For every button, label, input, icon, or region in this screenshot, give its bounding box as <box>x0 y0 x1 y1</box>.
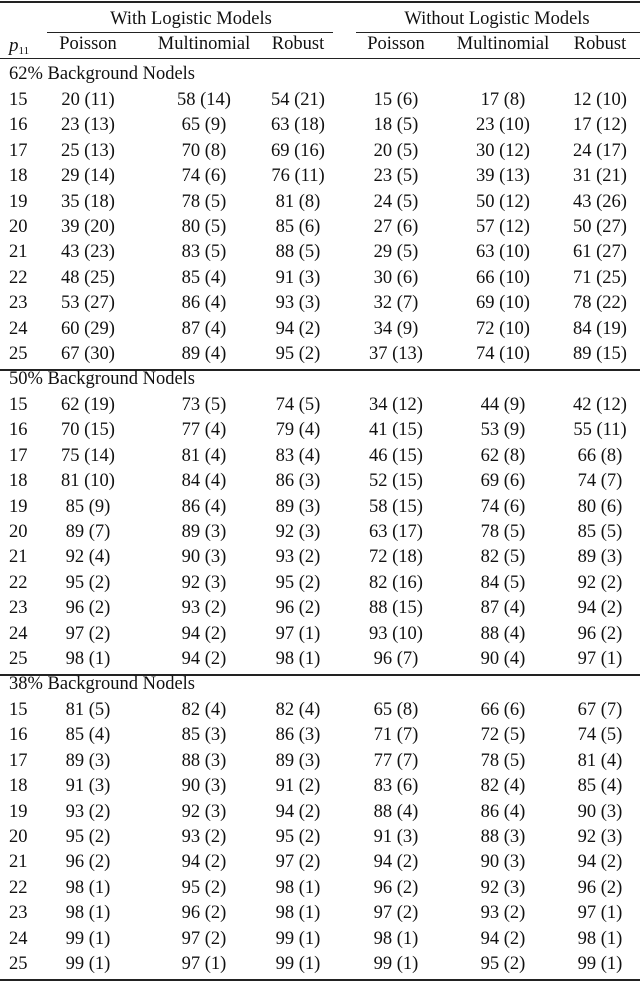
cell-multinomial-without: 82 (4) <box>480 776 526 797</box>
table-row <box>0 901 640 926</box>
cell-multinomial-with: 92 (3) <box>181 572 227 593</box>
cell-p11: 15 <box>9 700 28 720</box>
cell-poisson-with: 48 (25) <box>61 267 115 288</box>
cell-multinomial-without: 69 (10) <box>476 293 530 314</box>
cell-robust-with: 99 (1) <box>275 954 321 974</box>
cell-poisson-without: 27 (6) <box>373 217 419 237</box>
cell-poisson-without: 23 (5) <box>373 166 419 187</box>
cell-robust-without: 98 (1) <box>577 928 623 949</box>
cell-multinomial-with: 96 (2) <box>181 903 227 924</box>
cell-poisson-with: 93 (2) <box>65 801 111 822</box>
cell-multinomial-with: 93 (2) <box>181 598 227 619</box>
cell-poisson-with: 29 (14) <box>61 166 115 187</box>
cell-multinomial-with: 94 (2) <box>181 623 227 644</box>
cell-robust-with: 99 (1) <box>275 928 321 949</box>
cell-robust-without: 90 (3) <box>577 801 623 822</box>
cell-p11: 22 <box>9 877 28 898</box>
cell-multinomial-with: 94 (2) <box>181 649 227 669</box>
cell-p11: 21 <box>9 242 28 263</box>
cell-p11: 24 <box>9 623 28 644</box>
cell-multinomial-with: 78 (5) <box>181 191 227 212</box>
cell-multinomial-with: 65 (9) <box>181 115 227 136</box>
cell-p11: 24 <box>9 318 28 339</box>
cell-p11: 20 <box>9 522 28 542</box>
cell-poisson-with: 39 (20) <box>61 217 115 237</box>
cell-poisson-without: 58 (15) <box>369 496 423 517</box>
cell-poisson-without: 63 (17) <box>369 522 423 542</box>
cell-robust-without: 42 (12) <box>573 395 627 415</box>
cell-robust-without: 67 (7) <box>577 700 623 720</box>
cell-robust-with: 95 (2) <box>275 344 321 364</box>
table-row <box>0 876 640 901</box>
cell-robust-without: 89 (15) <box>573 344 627 364</box>
cell-multinomial-with: 90 (3) <box>181 776 227 797</box>
cell-poisson-with: 98 (1) <box>65 877 111 898</box>
top-rule <box>0 1 640 3</box>
cell-robust-without: 89 (3) <box>577 547 623 568</box>
cell-robust-without: 94 (2) <box>577 598 623 619</box>
table-row <box>0 317 640 342</box>
cell-p11: 23 <box>9 598 28 619</box>
cell-robust-without: 50 (27) <box>573 217 627 237</box>
cell-poisson-with: 89 (7) <box>65 522 111 542</box>
table-row <box>0 164 640 189</box>
cell-p11: 17 <box>9 445 28 466</box>
cell-robust-with: 91 (2) <box>275 776 321 797</box>
cell-multinomial-without: 69 (6) <box>480 471 526 492</box>
cell-multinomial-without: 39 (13) <box>476 166 530 187</box>
cell-multinomial-with: 93 (2) <box>181 827 227 847</box>
table-row <box>0 444 640 469</box>
group-header-with-logistic: With Logistic Models <box>110 9 272 29</box>
cell-robust-with: 98 (1) <box>275 877 321 898</box>
cell-robust-with: 85 (6) <box>275 217 321 237</box>
cell-multinomial-with: 86 (4) <box>181 293 227 314</box>
cell-robust-with: 74 (5) <box>275 395 321 415</box>
cell-p11: 19 <box>9 801 28 822</box>
table-row <box>0 571 640 596</box>
cell-p11: 18 <box>9 471 28 492</box>
cell-poisson-with: 98 (1) <box>65 903 111 924</box>
cell-poisson-without: 96 (7) <box>373 649 419 669</box>
cell-poisson-with: 85 (9) <box>65 496 111 517</box>
cell-poisson-with: 99 (1) <box>65 954 111 974</box>
cell-robust-with: 89 (3) <box>275 750 321 771</box>
cell-multinomial-without: 88 (3) <box>480 827 526 847</box>
cell-robust-without: 85 (5) <box>577 522 623 542</box>
cell-p11: 19 <box>9 191 28 212</box>
cell-robust-without: 92 (2) <box>577 572 623 593</box>
cell-multinomial-without: 57 (12) <box>476 217 530 237</box>
cell-robust-without: 43 (26) <box>573 191 627 212</box>
cell-robust-without: 74 (7) <box>577 471 623 492</box>
cell-robust-with: 96 (2) <box>275 598 321 619</box>
cell-robust-with: 95 (2) <box>275 827 321 847</box>
table-row <box>0 88 640 113</box>
table-row <box>0 291 640 316</box>
cell-p11: 21 <box>9 547 28 568</box>
cell-multinomial-without: 93 (2) <box>480 903 526 924</box>
table-row <box>0 850 640 875</box>
cell-multinomial-with: 89 (3) <box>181 522 227 542</box>
cell-robust-without: 78 (22) <box>573 293 627 314</box>
cell-multinomial-with: 90 (3) <box>181 547 227 568</box>
table-row <box>0 139 640 164</box>
cell-p11: 25 <box>9 649 28 669</box>
table-row <box>0 647 640 672</box>
cell-multinomial-with: 95 (2) <box>181 877 227 898</box>
cell-robust-with: 86 (3) <box>275 471 321 492</box>
cell-robust-with: 89 (3) <box>275 496 321 517</box>
cell-robust-without: 96 (2) <box>577 877 623 898</box>
cell-robust-without: 74 (5) <box>577 725 623 746</box>
cell-p11: 24 <box>9 928 28 949</box>
cell-multinomial-with: 73 (5) <box>181 395 227 415</box>
cell-robust-without: 97 (1) <box>577 903 623 924</box>
cell-robust-with: 82 (4) <box>275 700 321 720</box>
cell-multinomial-without: 84 (5) <box>480 572 526 593</box>
cell-poisson-without: 71 (7) <box>373 725 419 746</box>
cell-multinomial-without: 72 (10) <box>476 318 530 339</box>
cell-robust-with: 95 (2) <box>275 572 321 593</box>
cell-multinomial-with: 89 (4) <box>181 344 227 364</box>
cell-poisson-without: 18 (5) <box>373 115 419 136</box>
table-row <box>0 495 640 520</box>
cell-poisson-with: 60 (29) <box>61 318 115 339</box>
table-row <box>0 723 640 748</box>
cell-multinomial-without: 53 (9) <box>480 420 526 441</box>
cell-poisson-without: 34 (9) <box>373 318 419 339</box>
cell-poisson-without: 52 (15) <box>369 471 423 492</box>
cell-poisson-with: 67 (30) <box>61 344 115 364</box>
cell-multinomial-without: 66 (10) <box>476 267 530 288</box>
cell-poisson-with: 95 (2) <box>65 572 111 593</box>
cell-robust-without: 97 (1) <box>577 649 623 669</box>
cell-robust-without: 66 (8) <box>577 445 623 466</box>
cell-multinomial-without: 74 (6) <box>480 496 526 517</box>
cell-robust-without: 80 (6) <box>577 496 623 517</box>
cell-multinomial-with: 83 (5) <box>181 242 227 263</box>
cell-robust-with: 83 (4) <box>275 445 321 466</box>
cell-poisson-without: 29 (5) <box>373 242 419 263</box>
cell-poisson-without: 98 (1) <box>373 928 419 949</box>
table-row <box>0 215 640 240</box>
cell-robust-with: 98 (1) <box>275 903 321 924</box>
cell-robust-with: 88 (5) <box>275 242 321 263</box>
section-title: 38% Background Nodels <box>9 674 195 694</box>
table-row <box>0 266 640 291</box>
table-row <box>0 113 640 138</box>
cell-poisson-without: 65 (8) <box>373 700 419 720</box>
cell-multinomial-with: 80 (5) <box>181 217 227 237</box>
cell-multinomial-without: 63 (10) <box>476 242 530 263</box>
cell-multinomial-with: 85 (3) <box>181 725 227 746</box>
cell-robust-with: 54 (21) <box>271 90 325 110</box>
cell-poisson-with: 89 (3) <box>65 750 111 771</box>
cell-robust-with: 92 (3) <box>275 522 321 542</box>
table-row <box>0 190 640 215</box>
cell-robust-without: 85 (4) <box>577 776 623 797</box>
col-header-robust-without: Robust <box>573 34 627 54</box>
cell-poisson-without: 15 (6) <box>373 90 419 110</box>
section-title: 50% Background Nodels <box>9 369 195 389</box>
cell-p11: 18 <box>9 166 28 187</box>
table-row <box>0 927 640 952</box>
cell-multinomial-with: 70 (8) <box>181 140 227 161</box>
cell-p11: 15 <box>9 395 28 415</box>
cell-multinomial-without: 90 (3) <box>480 852 526 873</box>
cell-robust-without: 24 (17) <box>573 140 627 161</box>
cell-poisson-without: 34 (12) <box>369 395 423 415</box>
table-row <box>0 240 640 265</box>
cell-multinomial-with: 97 (1) <box>181 954 227 974</box>
cell-poisson-with: 43 (23) <box>61 242 115 263</box>
cell-poisson-without: 99 (1) <box>373 954 419 974</box>
cell-robust-without: 71 (25) <box>573 267 627 288</box>
cell-multinomial-without: 87 (4) <box>480 598 526 619</box>
cell-multinomial-with: 97 (2) <box>181 928 227 949</box>
col-header-multinomial-without: Multinomial <box>456 34 550 54</box>
cell-poisson-without: 82 (16) <box>369 572 423 593</box>
cell-robust-without: 81 (4) <box>577 750 623 771</box>
table-row <box>0 825 640 850</box>
row-label-subscript: 11 <box>18 45 30 57</box>
cell-p11: 19 <box>9 496 28 517</box>
cell-robust-with: 79 (4) <box>275 420 321 441</box>
cell-poisson-with: 53 (27) <box>61 293 115 314</box>
cell-poisson-with: 92 (4) <box>65 547 111 568</box>
cell-p11: 23 <box>9 903 28 924</box>
cell-robust-without: 84 (19) <box>573 318 627 339</box>
cell-poisson-with: 91 (3) <box>65 776 111 797</box>
cell-p11: 15 <box>9 90 28 110</box>
cell-multinomial-without: 23 (10) <box>476 115 530 136</box>
cell-multinomial-without: 82 (5) <box>480 547 526 568</box>
cell-robust-without: 96 (2) <box>577 623 623 644</box>
row-label-header <box>9 33 29 64</box>
cell-poisson-with: 20 (11) <box>61 90 115 110</box>
cell-poisson-without: 96 (2) <box>373 877 419 898</box>
cell-multinomial-without: 62 (8) <box>480 445 526 466</box>
cell-multinomial-with: 81 (4) <box>181 445 227 466</box>
cell-p11: 17 <box>9 140 28 161</box>
cell-poisson-with: 23 (13) <box>61 115 115 136</box>
cell-p11: 16 <box>9 725 28 746</box>
cell-multinomial-without: 90 (4) <box>480 649 526 669</box>
group-header-without-logistic: Without Logistic Models <box>404 9 590 29</box>
cell-multinomial-without: 78 (5) <box>480 522 526 542</box>
cell-multinomial-with: 88 (3) <box>181 750 227 771</box>
cell-p11: 21 <box>9 852 28 873</box>
section-title: 62% Background Nodels <box>9 64 195 84</box>
cell-multinomial-with: 74 (6) <box>181 166 227 187</box>
cell-multinomial-with: 92 (3) <box>181 801 227 822</box>
cell-poisson-with: 95 (2) <box>65 827 111 847</box>
cell-poisson-with: 98 (1) <box>65 649 111 669</box>
cell-robust-with: 97 (1) <box>275 623 321 644</box>
cell-multinomial-without: 86 (4) <box>480 801 526 822</box>
cell-multinomial-without: 50 (12) <box>476 191 530 212</box>
cell-poisson-without: 93 (10) <box>369 623 423 644</box>
cell-p11: 25 <box>9 344 28 364</box>
table-row <box>0 596 640 621</box>
cell-robust-without: 94 (2) <box>577 852 623 873</box>
cell-poisson-with: 75 (14) <box>61 445 115 466</box>
cell-poisson-with: 35 (18) <box>61 191 115 212</box>
cell-multinomial-without: 30 (12) <box>476 140 530 161</box>
cell-multinomial-without: 95 (2) <box>480 954 526 974</box>
cell-p11: 22 <box>9 267 28 288</box>
col-header-robust-with: Robust <box>271 34 325 54</box>
cell-poisson-without: 91 (3) <box>373 827 419 847</box>
cell-poisson-with: 96 (2) <box>65 852 111 873</box>
cell-multinomial-with: 87 (4) <box>181 318 227 339</box>
col-header-poisson-without: Poisson <box>367 34 425 54</box>
table-row <box>0 698 640 723</box>
cell-poisson-without: 32 (7) <box>373 293 419 314</box>
cell-robust-without: 55 (11) <box>573 420 627 441</box>
row-label-symbol: p <box>9 35 19 56</box>
cell-p11: 22 <box>9 572 28 593</box>
table-row <box>0 342 640 367</box>
cell-robust-with: 94 (2) <box>275 801 321 822</box>
cell-multinomial-without: 44 (9) <box>480 395 526 415</box>
cell-multinomial-with: 58 (14) <box>177 90 231 110</box>
col-header-multinomial-with: Multinomial <box>157 34 251 54</box>
cell-poisson-without: 88 (15) <box>369 598 423 619</box>
cell-poisson-with: 99 (1) <box>65 928 111 949</box>
cell-robust-with: 93 (2) <box>275 547 321 568</box>
cell-multinomial-with: 77 (4) <box>181 420 227 441</box>
cell-robust-with: 86 (3) <box>275 725 321 746</box>
cell-robust-without: 61 (27) <box>573 242 627 263</box>
cell-poisson-without: 24 (5) <box>373 191 419 212</box>
cell-poisson-without: 20 (5) <box>373 140 419 161</box>
col-header-poisson-with: Poisson <box>59 34 117 54</box>
cell-robust-without: 17 (12) <box>573 115 627 136</box>
cell-robust-without: 12 (10) <box>573 90 627 110</box>
cell-p11: 25 <box>9 954 28 974</box>
cell-multinomial-with: 82 (4) <box>181 700 227 720</box>
cell-multinomial-without: 92 (3) <box>480 877 526 898</box>
cell-multinomial-without: 88 (4) <box>480 623 526 644</box>
cell-multinomial-without: 66 (6) <box>480 700 526 720</box>
cell-p11: 20 <box>9 217 28 237</box>
cell-robust-with: 63 (18) <box>271 115 325 136</box>
cell-poisson-without: 72 (18) <box>369 547 423 568</box>
cell-robust-with: 97 (2) <box>275 852 321 873</box>
cell-p11: 17 <box>9 750 28 771</box>
table-row <box>0 952 640 977</box>
cell-multinomial-without: 78 (5) <box>480 750 526 771</box>
cell-p11: 23 <box>9 293 28 314</box>
cell-robust-with: 94 (2) <box>275 318 321 339</box>
cell-multinomial-without: 74 (10) <box>476 344 530 364</box>
cell-multinomial-with: 85 (4) <box>181 267 227 288</box>
cell-robust-without: 92 (3) <box>577 827 623 847</box>
table-row <box>0 545 640 570</box>
cell-p11: 18 <box>9 776 28 797</box>
cell-p11: 16 <box>9 420 28 441</box>
table-row <box>0 393 640 418</box>
cell-robust-without: 99 (1) <box>577 954 623 974</box>
cell-poisson-without: 46 (15) <box>369 445 423 466</box>
table-row <box>0 800 640 825</box>
cell-robust-with: 76 (11) <box>271 166 325 187</box>
cell-poisson-with: 62 (19) <box>61 395 115 415</box>
table-row <box>0 469 640 494</box>
cell-robust-with: 81 (8) <box>275 191 321 212</box>
cell-poisson-with: 96 (2) <box>65 598 111 619</box>
cell-multinomial-with: 94 (2) <box>181 852 227 873</box>
cell-poisson-without: 30 (6) <box>373 267 419 288</box>
cell-multinomial-with: 86 (4) <box>181 496 227 517</box>
cell-poisson-without: 83 (6) <box>373 776 419 797</box>
cell-robust-with: 98 (1) <box>275 649 321 669</box>
cell-robust-with: 91 (3) <box>275 267 321 288</box>
table-row <box>0 622 640 647</box>
table-row <box>0 520 640 545</box>
cell-poisson-without: 88 (4) <box>373 801 419 822</box>
table-row <box>0 774 640 799</box>
header-rule <box>0 58 640 59</box>
cell-p11: 16 <box>9 115 28 136</box>
table-row <box>0 749 640 774</box>
cell-poisson-with: 97 (2) <box>65 623 111 644</box>
cell-poisson-without: 94 (2) <box>373 852 419 873</box>
cell-poisson-without: 77 (7) <box>373 750 419 771</box>
cell-poisson-with: 81 (10) <box>61 471 115 492</box>
cell-poisson-without: 41 (15) <box>369 420 423 441</box>
cell-robust-with: 93 (3) <box>275 293 321 314</box>
cell-robust-without: 31 (21) <box>573 166 627 187</box>
cell-multinomial-without: 94 (2) <box>480 928 526 949</box>
table-row <box>0 418 640 443</box>
cell-multinomial-without: 72 (5) <box>480 725 526 746</box>
cell-poisson-without: 97 (2) <box>373 903 419 924</box>
cell-poisson-with: 81 (5) <box>65 700 111 720</box>
cell-multinomial-with: 84 (4) <box>181 471 227 492</box>
cell-poisson-without: 37 (13) <box>369 344 423 364</box>
cell-poisson-with: 70 (15) <box>61 420 115 441</box>
cell-poisson-with: 25 (13) <box>61 140 115 161</box>
cell-robust-with: 69 (16) <box>271 140 325 161</box>
cell-multinomial-without: 17 (8) <box>480 90 526 110</box>
cell-p11: 20 <box>9 827 28 847</box>
cell-poisson-with: 85 (4) <box>65 725 111 746</box>
